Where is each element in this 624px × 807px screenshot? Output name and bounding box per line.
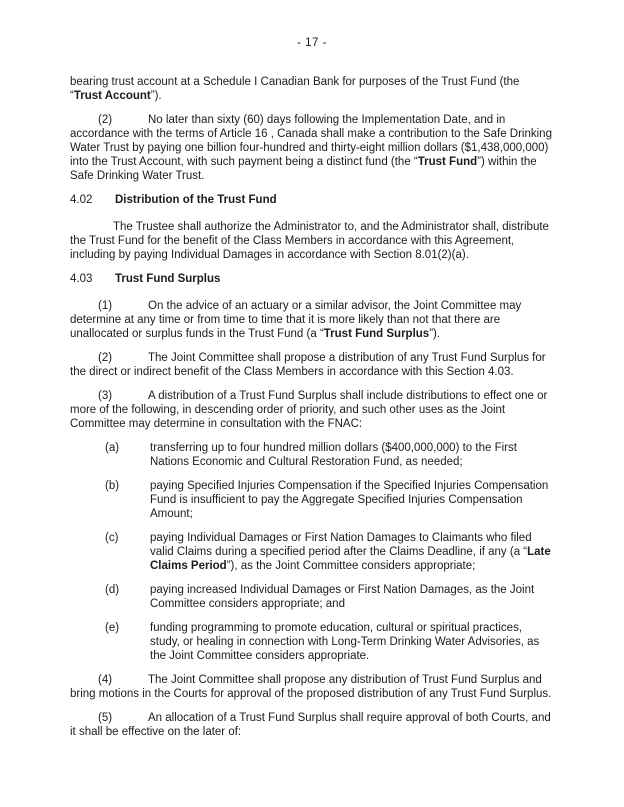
list-item-c	[70, 531, 554, 573]
list-item-a	[70, 441, 554, 469]
text-run: ”) within the Safe Drinking Water Trust.	[70, 156, 537, 182]
section-title: Trust Fund Surplus	[115, 273, 221, 285]
text-run: The Joint Committee shall propose any distribution of Trust Fund Surplus and bring motions in the Courts for approval of the proposed distribution of any Trust Fund Surplus.	[70, 674, 552, 700]
document-body	[70, 75, 554, 749]
list-item-text	[150, 622, 539, 662]
list-item-d	[70, 583, 554, 611]
text-run: ”), as the Joint Committee considers appropriate;	[226, 560, 476, 572]
text-run: bearing trust account at a Schedule I Canadian Bank for purposes of the Trust Fund (the “	[70, 76, 520, 102]
list-item-text	[150, 480, 548, 520]
text-run: No later than sixty (60) days following the Implementation Date, and in accordance with the terms of Article 16 , Canada shall make a contribution to the Safe Drinking Water Trust by paying one billion four-hundred and thirty-eight million dollars ($1,438,000,000) into the Trust Account, with such payment being a distinct fund (the “	[70, 114, 552, 168]
list-item-text	[150, 532, 551, 572]
defined-term: Trust Fund	[417, 156, 478, 168]
defined-term: Late Claims Period	[150, 546, 551, 572]
list-item-e	[70, 621, 554, 663]
text-run: ”).	[150, 90, 162, 102]
text-run: The Joint Committee shall propose a distribution of any Trust Fund Surplus for the direct or indirect benefit of the Class Members in accordance with this Section 4.03.	[70, 352, 546, 378]
list-item-b	[70, 479, 554, 521]
defined-term: Trust Account	[73, 90, 151, 102]
list-item-label: (a)	[105, 442, 120, 454]
section-heading-4-03	[70, 272, 554, 286]
text-run: paying increased Individual Damages or First Nation Damages, as the Joint Committee considers appropriate; and	[150, 584, 535, 610]
list-item-text	[150, 442, 517, 468]
paragraph-number: (4)	[98, 674, 113, 686]
paragraph-number: (1)	[98, 300, 113, 312]
list-item-label: (e)	[105, 622, 120, 634]
text-run: funding programming to promote education, cultural or spiritual practices, study, or healing in connection with Long-Term Drinking Water Advisories, as the Joint Committee considers appropriate.	[150, 622, 540, 662]
section-number: 4.02	[70, 194, 93, 206]
numbered-paragraph-1	[70, 299, 554, 341]
list-item-label: (b)	[105, 480, 120, 492]
numbered-paragraph-4	[70, 673, 554, 701]
text-run: On the advice of an actuary or a similar advisor, the Joint Committee may determine at any time or from time to time that it is more likely than not that there are unallocated or surplus funds in the Trust Fund (a “	[70, 300, 522, 340]
numbered-paragraph-2b	[70, 351, 554, 379]
paragraph-continuation	[70, 75, 554, 103]
paragraph-number: (5)	[98, 712, 113, 724]
numbered-paragraph-3	[70, 389, 554, 431]
text-run: A distribution of a Trust Fund Surplus shall include distributions to effect one or more of the following, in descending order of priority, and such other uses as the Joint Committee may determine in consultation with the FNAC:	[70, 390, 548, 430]
defined-term: Trust Fund Surplus	[323, 328, 430, 340]
text-run: paying Specified Injuries Compensation if the Specified Injuries Compensation Fund is insufficient to pay the Aggregate Specified Injuries Compensation Amount;	[150, 480, 549, 520]
paragraph-number: (2)	[98, 114, 113, 126]
section-number: 4.03	[70, 273, 93, 285]
paragraph-4-02-body	[70, 220, 554, 262]
text-run: An allocation of a Trust Fund Surplus shall require approval of both Courts, and it shall be effective on the later of:	[70, 712, 551, 738]
list-item-text	[150, 584, 534, 610]
text-run: ”).	[429, 328, 441, 340]
numbered-paragraph-5	[70, 711, 554, 739]
page-number: - 17 -	[297, 37, 327, 49]
text-run: transferring up to four hundred million dollars ($400,000,000) to the First Nations Economic and Cultural Restoration Fund, as needed;	[150, 442, 517, 468]
list-item-label: (d)	[105, 584, 120, 596]
section-title: Distribution of the Trust Fund	[115, 194, 277, 206]
text-run: paying Individual Damages or First Nation Damages to Claimants who filed valid Claims during a specified period after the Claims Deadline, if any (a “	[150, 532, 532, 558]
paragraph-number: (2)	[98, 352, 113, 364]
numbered-paragraph-2	[70, 113, 554, 183]
list-item-label: (c)	[105, 532, 119, 544]
paragraph-number: (3)	[98, 390, 113, 402]
section-heading-4-02	[70, 193, 554, 207]
text-run: The Trustee shall authorize the Administrator to, and the Administrator shall, distribute the Trust Fund for the benefit of the Class Members in accordance with this Agreement, including by paying Individual Damages in accordance with Section 8.01(2)(a).	[70, 221, 549, 261]
